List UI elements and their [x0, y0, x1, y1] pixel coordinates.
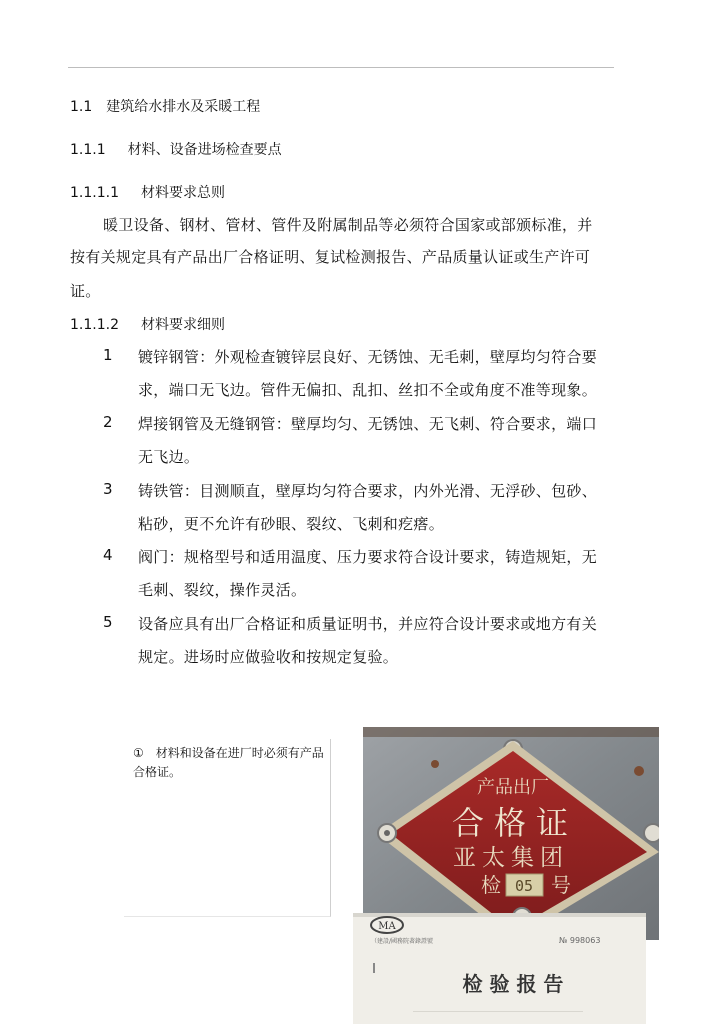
cma-logo: MA — [378, 921, 396, 932]
plate-line-3: 亚太集团 — [453, 845, 569, 871]
plate-image — [363, 727, 659, 940]
heading-title: 建筑给水排水及采暖工程 — [106, 99, 261, 115]
heading-title: 材料、设备进场检查要点 — [127, 142, 282, 158]
heading-number: 1.1.1.1 — [70, 185, 119, 201]
list-item-line: 毛刺、裂纹，操作灵活。 — [138, 581, 307, 599]
list-item-line: 设备应具有出厂合格证和质量证明书，并应符合设计要求或地方有关 — [138, 615, 598, 633]
report-small-text: （建設/國務院著錄證號 — [371, 938, 434, 945]
list-item-line: 焊接钢管及无缝钢管：壁厚均匀、无锈蚀、无飞刺、符合要求，端口 — [138, 415, 598, 433]
plate-serial-number: 05 — [514, 877, 534, 895]
list-item-number: 5 — [103, 613, 113, 631]
list-item-line: 阀门：规格型号和适用温度、压力要求符合设计要求，铸造规矩，无 — [138, 548, 598, 566]
list-item-number: 1 — [103, 346, 113, 364]
plate-line-1: 产品出厂 — [477, 777, 549, 798]
heading-title: 材料要求总则 — [140, 185, 225, 201]
heading-title: 材料要求细则 — [140, 317, 225, 333]
header-rule — [68, 67, 614, 68]
list-item-number: 4 — [103, 546, 113, 564]
report-image — [353, 913, 646, 1024]
heading-1-1-1 — [70, 139, 282, 159]
list-item-line: 求，端口无飞边。管件无偏扣、乱扣、丝扣不全或角度不准等现象。 — [138, 381, 598, 399]
list-item-line: 镀锌钢管：外观检查镀锌层良好、无锈蚀、无毛刺，壁厚均匀符合要 — [138, 348, 598, 366]
list-item-line: 粘砂，更不允许有砂眼、裂纹、飞刺和疙瘩。 — [138, 515, 445, 533]
certificate-plate-photo — [363, 727, 659, 940]
list-item-line: 铸铁管：目测顺直，壁厚均匀符合要求，内外光滑、无浮砂、包砂、 — [138, 482, 598, 500]
note-text: ① 材料和设备在进厂时必须有产品合格证。 — [133, 746, 324, 779]
heading-number: 1.1.1.2 — [70, 317, 119, 333]
report-title: 检 验 报 告 — [462, 972, 564, 996]
heading-number: 1.1 — [70, 99, 93, 115]
heading-1-1-1-2 — [70, 314, 225, 334]
heading-1-1-1-1 — [70, 182, 225, 202]
plate-line-2: 合格证 — [451, 804, 579, 842]
intro-line-3: 证。 — [70, 282, 101, 300]
list-item-line: 规定。进场时应做验收和按规定复验。 — [138, 648, 399, 666]
inspection-report-photo — [353, 913, 646, 1024]
plate-line-4-left: 检 — [481, 873, 501, 897]
list-item-number: 3 — [103, 480, 113, 498]
plate-line-4-right: 号 — [551, 873, 571, 897]
intro-line-1: 暖卫设备、钢材、管材、管件及附属制品等必须符合国家或部颁标准，并 — [103, 216, 593, 234]
list-item-number: 2 — [103, 413, 113, 431]
intro-line-2: 按有关规定具有产品出厂合格证明、复试检测报告、产品质量认证或生产许可 — [70, 248, 591, 266]
heading-1-1 — [70, 96, 260, 116]
list-item-line: 无飞边。 — [138, 448, 200, 466]
heading-number: 1.1.1 — [70, 142, 106, 158]
note-box — [124, 739, 331, 917]
report-serial: № 998063 — [559, 936, 601, 945]
